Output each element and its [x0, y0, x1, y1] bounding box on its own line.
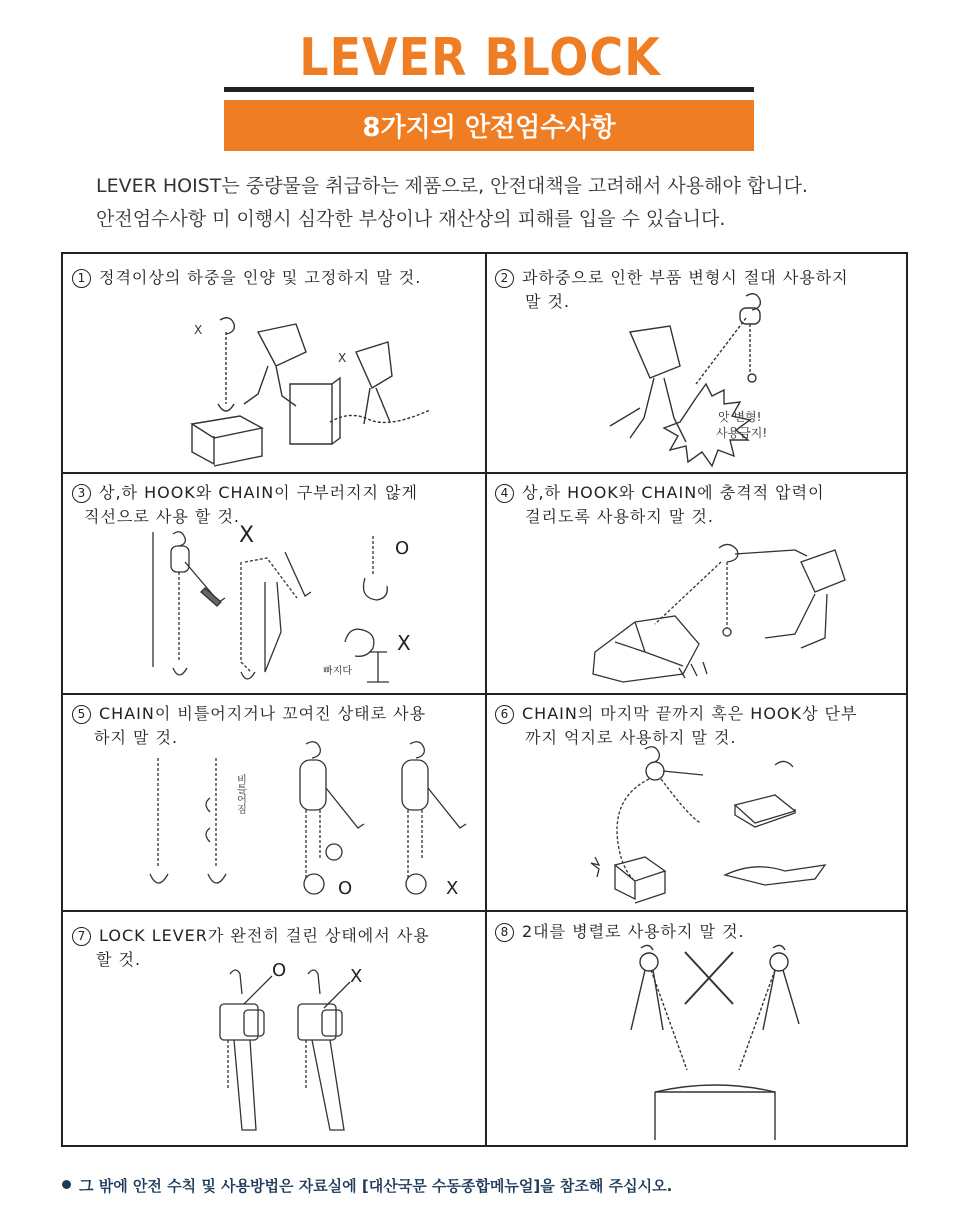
footer-note	[62, 1175, 672, 1196]
rule-2-warning-2: 사용금지!	[716, 426, 768, 440]
rule-1-mark-ng-1: X	[194, 323, 203, 337]
rule-5-mark-ok: O	[338, 878, 353, 899]
rule-3-line-2: 직선으로 사용 할 것.	[84, 507, 240, 526]
rule-7-mark-ok: O	[272, 960, 287, 981]
rule-6-number: 6	[495, 705, 514, 724]
rule-4-text	[495, 481, 903, 529]
rule-2-illustration	[600, 288, 820, 468]
rule-2-number: 2	[495, 269, 514, 288]
rule-5-twisted-label: 비틀어짐	[234, 774, 246, 814]
rule-5-line-2: 하지 말 것.	[94, 728, 179, 747]
rule-2-line-2: 말 것.	[525, 292, 571, 311]
grid-divider-row-3	[61, 910, 908, 912]
rule-7-line-1: LOCK LEVER가 완전히 걸린 상태에서 사용	[99, 926, 430, 945]
rule-7-mark-ng: X	[350, 966, 363, 987]
rule-6-text	[495, 702, 903, 750]
footer-bullet-icon	[62, 1180, 71, 1189]
rule-3-number: 3	[72, 484, 91, 503]
rule-2-line-1: 과하중으로 인한 부품 변형시 절대 사용하지	[522, 268, 849, 287]
rule-8-illustration	[615, 940, 815, 1140]
intro-line-2: 안전엄수사항 미 이행시 심각한 부상이나 재산상의 피해를 입을 수 있습니다.	[96, 208, 726, 230]
footer-text: 그 밖에 안전 수칙 및 사용방법은 자료실에 [대산국문 수동종합메뉴얼]을 참조해 주십시오.	[79, 1177, 673, 1195]
rule-3-line-1: 상,하 HOOK와 CHAIN이 구부러지지 않게	[99, 483, 418, 502]
rule-4-line-2: 걸리도록 사용하지 말 것.	[525, 507, 714, 526]
rule-7-number: 7	[72, 927, 91, 946]
rule-1-illustration	[180, 312, 440, 467]
rule-3-mark-ng-2: X	[397, 631, 411, 655]
rule-4-illustration	[575, 532, 865, 692]
rule-4-number: 4	[495, 484, 514, 503]
grid-divider-row-2	[61, 693, 908, 695]
rule-1-text	[72, 266, 480, 290]
rule-3-mark-ok: O	[395, 538, 410, 559]
rule-7-line-2: 할 것.	[96, 950, 142, 969]
intro-line-1: LEVER HOIST는 중량물을 취급하는 제품으로, 안전대책을 고려해서 사용해야 합니다.	[96, 175, 808, 197]
rule-1-line-1: 정격이상의 하중을 인양 및 고정하지 말 것.	[99, 268, 422, 287]
rule-1-mark-ng-2: X	[338, 351, 347, 365]
grid-divider-vertical	[485, 252, 487, 1147]
rule-2-warning-1: 앗 변형!	[718, 410, 762, 424]
rule-6-line-2: 까지 억지로 사용하지 말 것.	[525, 728, 737, 747]
rule-5-line-1: CHAIN이 비틀어지거나 꼬여진 상태로 사용	[99, 704, 427, 723]
page-title: LEVER BLOCK	[299, 26, 661, 88]
rule-6-illustration	[575, 745, 855, 905]
rule-5-mark-ng: X	[446, 878, 459, 899]
rule-4-line-1: 상,하 HOOK와 CHAIN에 충격적 압력이	[522, 483, 825, 502]
rule-1-number: 1	[72, 269, 91, 288]
intro-text	[96, 170, 916, 236]
rule-8-number: 8	[495, 923, 514, 942]
grid-divider-row-1	[61, 472, 908, 474]
rule-3-mark-ng-1: X	[239, 523, 255, 548]
rule-8-line-1: 2대를 병렬로 사용하지 말 것.	[522, 922, 745, 941]
rule-6-line-1: CHAIN의 마지막 끝까지 혹은 HOOK상 단부	[522, 704, 858, 723]
title-divider	[224, 87, 754, 92]
rule-5-number: 5	[72, 705, 91, 724]
rule-7-illustration	[200, 958, 400, 1148]
safety-banner: 8가지의 안전엄수사항	[224, 100, 754, 151]
rule-3-slip-label: 빠지다	[323, 666, 352, 677]
rule-5-illustration	[140, 738, 480, 903]
rule-3-illustration	[145, 522, 480, 692]
